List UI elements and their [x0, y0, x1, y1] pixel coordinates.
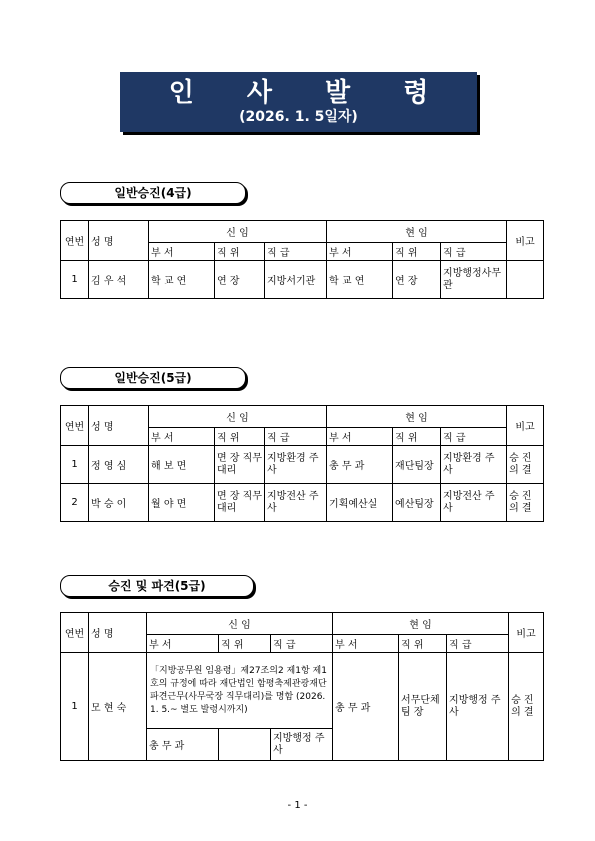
cell-cur-dept: 학 교 연	[327, 261, 393, 299]
cell-cur-dept: 총 무 과	[327, 446, 393, 484]
cell-new-dept: 해 보 면	[149, 446, 215, 484]
cell-new-position: 면 장 직무대리	[215, 484, 265, 522]
header-cur-position: 직 위	[399, 635, 447, 653]
cell-no: 2	[61, 484, 89, 522]
header-no: 연번	[61, 221, 89, 261]
cell-no: 1	[61, 446, 89, 484]
header-new: 신 임	[149, 221, 327, 243]
cell-cur-position: 서무단체 팀 장	[399, 653, 447, 761]
header-remark: 비고	[507, 221, 544, 261]
cell-new-dept: 월 야 면	[149, 484, 215, 522]
cell-cur-grade: 지방환경 주 사	[441, 446, 507, 484]
cell-new-position	[219, 729, 271, 761]
cell-new-position: 면 장 직무대리	[215, 446, 265, 484]
cell-cur-position: 연 장	[393, 261, 441, 299]
header-remark: 비고	[507, 406, 544, 446]
table-row	[61, 653, 544, 729]
cell-new-grade: 지방행정 주 사	[271, 729, 333, 761]
header-new-grade: 직 급	[265, 428, 327, 446]
header-name: 성 명	[89, 406, 149, 446]
header-new-grade: 직 급	[271, 635, 333, 653]
cell-remark: 승 진 의 결	[507, 484, 544, 522]
cell-cur-position: 재단팀장	[393, 446, 441, 484]
header-name: 성 명	[89, 613, 147, 653]
cell-new-grade: 지방환경 주 사	[265, 446, 327, 484]
header-no: 연번	[61, 613, 89, 653]
header-cur-grade: 직 급	[441, 428, 507, 446]
header-cur-dept: 부 서	[333, 635, 399, 653]
cell-remark	[507, 261, 544, 299]
cell-cur-grade: 지방전산 주 사	[441, 484, 507, 522]
header-cur-dept: 부 서	[327, 243, 393, 261]
header-new-position: 직 위	[215, 243, 265, 261]
section-label-grade4: 일반승진(4급)	[60, 182, 246, 204]
cell-new-dept: 학 교 연	[149, 261, 215, 299]
header-cur-grade: 직 급	[441, 243, 507, 261]
cell-no: 1	[61, 261, 89, 299]
cell-cur-grade: 지방행정사무관	[441, 261, 507, 299]
appointment-table-grade4	[60, 220, 544, 299]
header-cur-position: 직 위	[393, 243, 441, 261]
cell-new-grade: 지방서기관	[265, 261, 327, 299]
cell-remark: 승 진 의 결	[509, 653, 544, 761]
header-no: 연번	[61, 406, 89, 446]
cell-new-grade: 지방전산 주 사	[265, 484, 327, 522]
table-row	[61, 484, 544, 522]
section-label-grade5: 일반승진(5급)	[60, 367, 246, 389]
cell-new-position: 연 장	[215, 261, 265, 299]
document-date: (2026. 1. 5일자)	[239, 109, 358, 125]
cell-name: 모 현 숙	[89, 653, 147, 761]
cell-cur-grade: 지방행정 주 사	[447, 653, 509, 761]
header-new-grade: 직 급	[265, 243, 327, 261]
header-cur-position: 직 위	[393, 428, 441, 446]
dispatch-note: 「지방공무원 임용령」제27조의2 제1항 제1호의 규정에 따라 재단법인 함평축제관광재단 파견근무(사무국장 직무대리)를 명함 (2026. 1. 5.~ 별도 발령시까지)	[147, 653, 333, 729]
header-new: 신 임	[149, 406, 327, 428]
table-row	[61, 261, 544, 299]
header-new-position: 직 위	[219, 635, 271, 653]
document-title: 인 사 발 령	[168, 78, 451, 108]
header-new: 신 임	[147, 613, 333, 635]
cell-cur-dept: 기획예산실	[327, 484, 393, 522]
title-banner	[120, 72, 477, 132]
header-new-dept: 부 서	[147, 635, 219, 653]
cell-no: 1	[61, 653, 89, 761]
header-remark: 비고	[509, 613, 544, 653]
appointment-table-grade5	[60, 405, 544, 522]
section-label-promotion-dispatch: 승진 및 파견(5급)	[60, 575, 254, 597]
header-current: 현 임	[333, 613, 509, 635]
cell-name: 김 우 석	[89, 261, 149, 299]
header-current: 현 임	[327, 406, 507, 428]
header-current: 현 임	[327, 221, 507, 243]
header-name: 성 명	[89, 221, 149, 261]
header-cur-grade: 직 급	[447, 635, 509, 653]
cell-new-dept: 총 무 과	[147, 729, 219, 761]
header-cur-dept: 부 서	[327, 428, 393, 446]
cell-remark: 승 진 의 결	[507, 446, 544, 484]
table-row	[61, 446, 544, 484]
cell-name: 박 승 이	[89, 484, 149, 522]
cell-cur-position: 예산팀장	[393, 484, 441, 522]
header-new-position: 직 위	[215, 428, 265, 446]
header-new-dept: 부 서	[149, 428, 215, 446]
header-new-dept: 부 서	[149, 243, 215, 261]
appointment-table-dispatch	[60, 612, 544, 761]
cell-name: 정 영 심	[89, 446, 149, 484]
cell-cur-dept: 총 무 과	[333, 653, 399, 761]
page-number: - 1 -	[287, 800, 308, 811]
